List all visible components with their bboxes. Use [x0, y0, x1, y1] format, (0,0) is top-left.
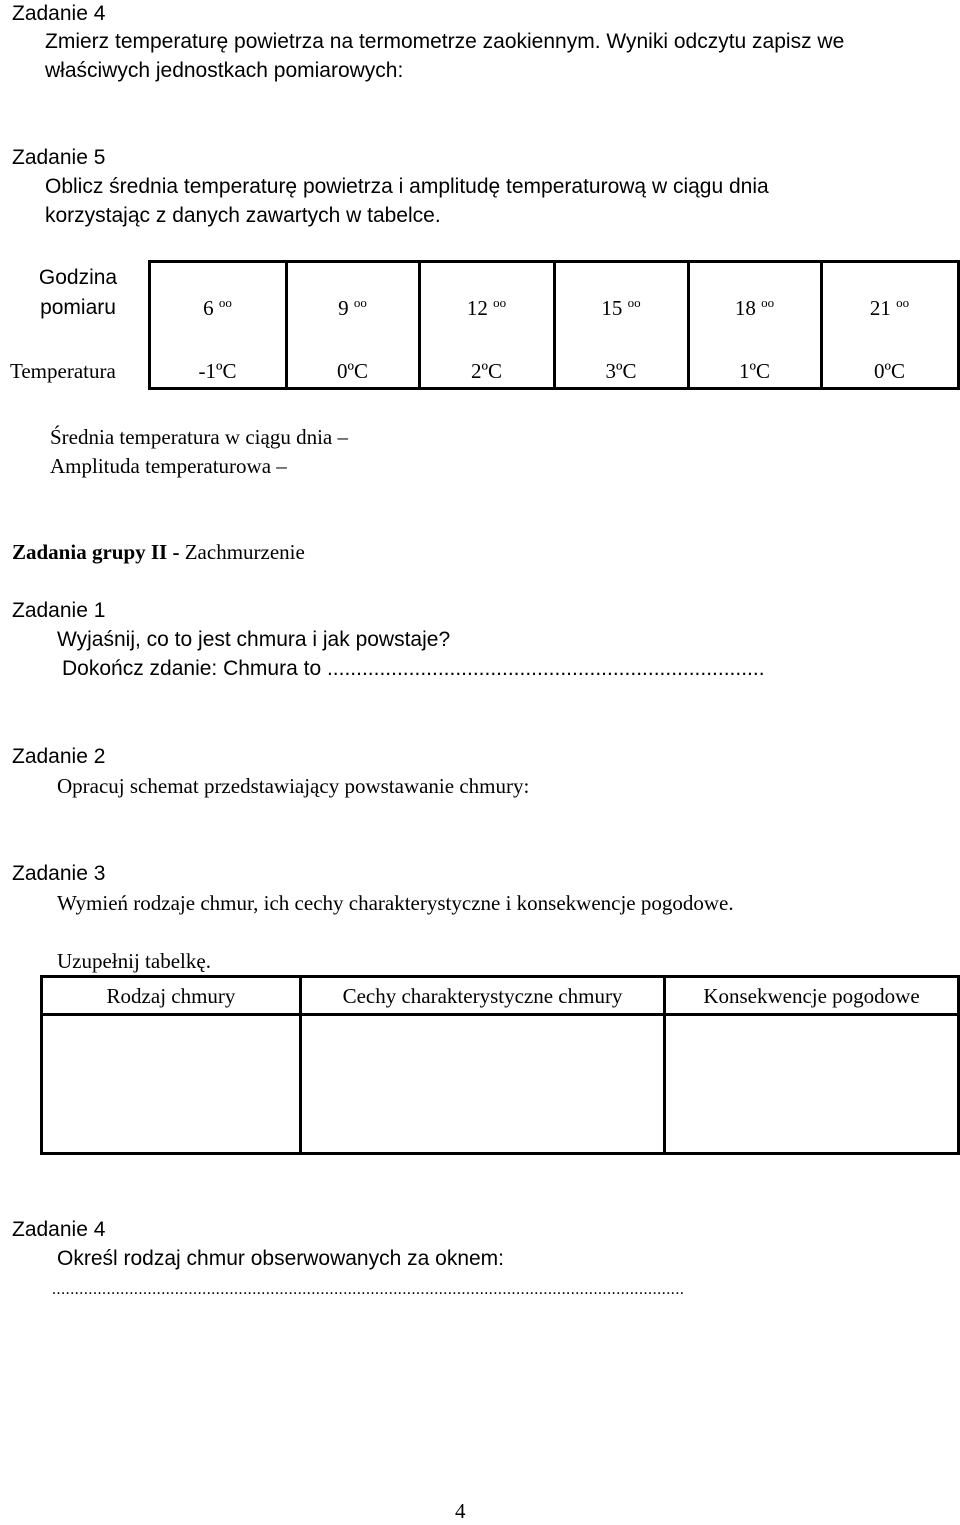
g2-task1-line2: Dokończ zdanie: Chmura to ...........................................................................: [62, 657, 765, 680]
hour-cell: 15 $^{oo}$: [601, 295, 641, 320]
temperature-cell: 3ºC: [605, 359, 637, 383]
weather-consequences-header: Konsekwencje pogodowe: [703, 984, 920, 1008]
g2-task4-answer-line: ...........................................................................................................................................: [52, 1281, 685, 1298]
g2-task4-title: Zadanie 4: [12, 1218, 106, 1241]
g2-task3-line2: Uzupełnij tabelkę.: [57, 949, 211, 973]
group-heading-bold: Zadania grupy II -: [12, 540, 185, 564]
group-heading-rest: Zachmurzenie: [184, 540, 305, 564]
hour-cell: 12 $^{oo}$: [466, 295, 507, 320]
task4-top-title: Zadanie 4: [12, 2, 106, 25]
temperature-cell: 0ºC: [873, 359, 906, 383]
g2-task4-line1: Określ rodzaj chmur obserwowanych za oknem:: [57, 1247, 505, 1270]
task4-top-line2: właściwych jednostkach pomiarowych:: [45, 59, 404, 82]
temperature-table: [10, 260, 960, 390]
g2-task1-line1: Wyjaśnij, co to jest chmura i jak powstaje?: [57, 628, 451, 651]
hour-cell: 9 $^{oo}$: [338, 295, 367, 320]
temperature-cell: 0ºC: [336, 359, 369, 383]
task5-title: Zadanie 5: [12, 146, 106, 169]
hour-cell: 21 $^{oo}$: [869, 295, 910, 320]
amplitude-line: Amplituda temperaturowa –: [50, 454, 287, 478]
cloud-features-header: Cechy charakterystyczne chmury: [342, 984, 623, 1008]
task5-line1: Oblicz średnia temperaturę powietrza i amplitudę temperaturową w ciągu dnia: [45, 175, 769, 198]
hour-cell: 6 $^{oo}$: [203, 295, 232, 320]
g2-task3-title: Zadanie 3: [12, 862, 106, 885]
mean-temperature-line: Średnia temperatura w ciągu dnia –: [50, 425, 348, 449]
cloud-type-header: Rodzaj chmury: [106, 984, 236, 1008]
table-top-border: [148, 260, 960, 263]
g2-task1-title: Zadanie 1: [12, 599, 106, 622]
hour-header-label-2: pomiaru: [40, 296, 116, 319]
hour-cell: 18 $^{oo}$: [734, 295, 775, 320]
g2-task3-line1: Wymień rodzaje chmur, ich cechy charakterystyczne i konsekwencje pogodowe.: [57, 891, 734, 915]
page-number: 4: [455, 1499, 466, 1523]
g2-task2-line1: Opracuj schemat przedstawiający powstawanie chmury:: [57, 774, 530, 798]
hour-header-label-1: Godzina: [38, 266, 118, 289]
temperature-cell: -1ºC: [198, 359, 237, 383]
g2-task2-title: Zadanie 2: [12, 745, 106, 768]
group-heading: [12, 538, 305, 566]
temperature-cell: 2ºC: [470, 359, 503, 383]
task5-line2: korzystając z danych zawartych w tabelce.: [45, 204, 441, 227]
task4-top-line1: Zmierz temperaturę powietrza na termometrze zaokiennym. Wyniki odczytu zapisz we: [45, 30, 845, 53]
table-header-divider: [43, 1013, 957, 1016]
temperature-row-label: Temperatura: [10, 359, 116, 383]
temperature-cell: 1ºC: [738, 359, 771, 383]
clouds-table: [40, 975, 960, 1155]
table-bottom-border: [148, 387, 960, 390]
